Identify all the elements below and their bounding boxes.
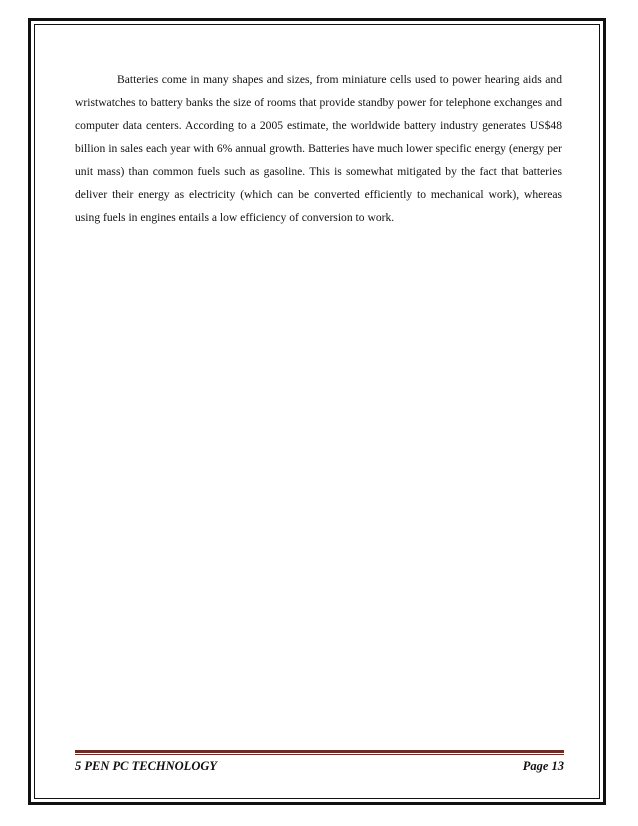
footer-rule-thin <box>75 754 564 755</box>
footer-page-number: Page 13 <box>522 759 564 773</box>
body-paragraph: Batteries come in many shapes and sizes, from miniature cells used to power hearing aids and wristwatches to battery banks the size of rooms that provide standby power for telephone exchanges and computer data centers. According to a 2005 estimate, the worldwide battery industry generates US$48 billion in sales each year with 6% annual growth. Batteries have much lower specific energy (energy per unit mass) than common fuels such as gasoline. This is somewhat mitigated by the fact that batteries deliver their energy as electricity (which can be converted efficiently to mechanical work), whereas using fuels in engines entails a low efficiency of conversion to work. <box>75 73 562 224</box>
footer-rule-thick <box>75 750 564 753</box>
footer-document-title: 5 PEN PC TECHNOLOGY <box>75 759 218 773</box>
